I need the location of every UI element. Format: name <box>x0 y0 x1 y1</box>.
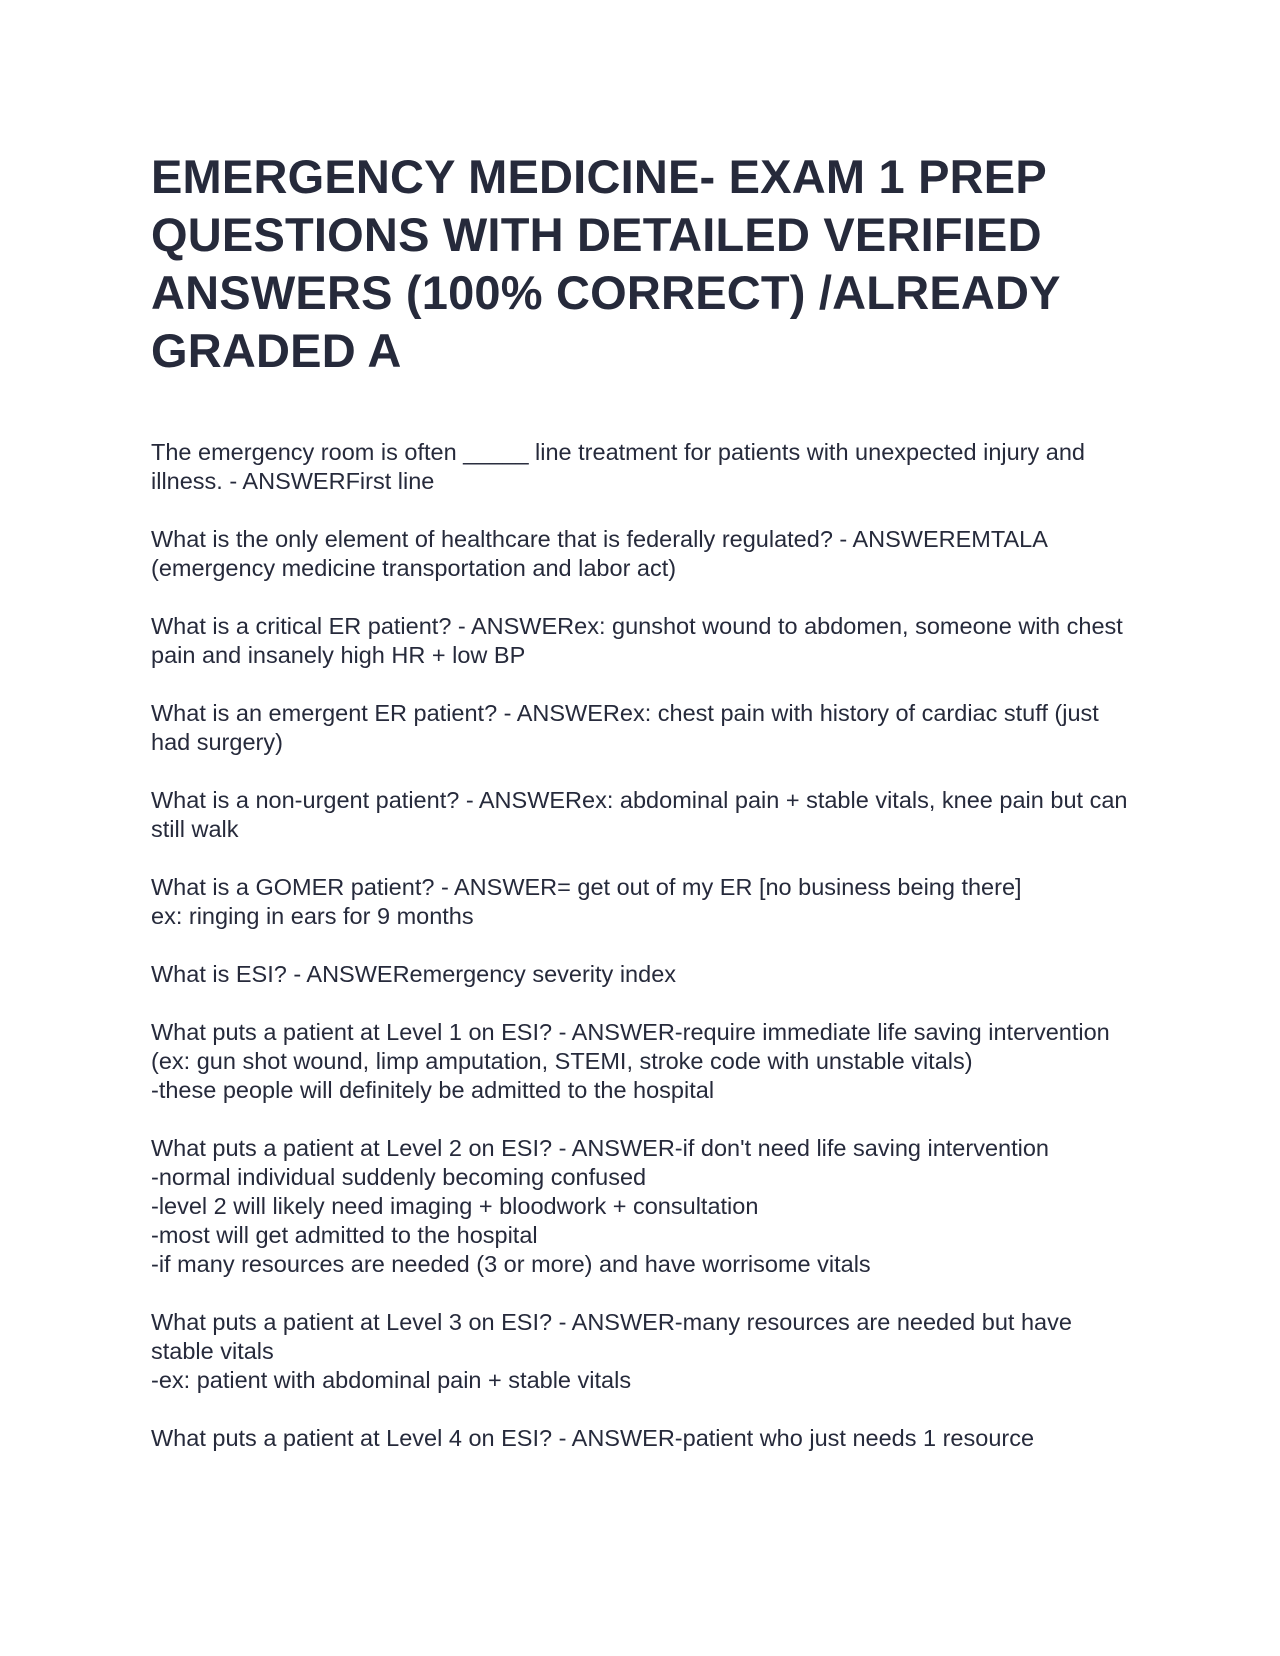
document-page <box>151 148 1141 1482</box>
qa-answer-detail: ex: ringing in ears for 9 months <box>151 903 474 929</box>
qa-item <box>151 1424 1141 1453</box>
qa-question-answer: What puts a patient at Level 4 on ESI? - ANSWER-patient who just needs 1 resource <box>151 1425 1035 1451</box>
qa-question-answer: What is a critical ER patient? - ANSWERex: gunshot wound to abdomen, someone with chest pain and insanely high HR + low BP <box>151 613 1130 668</box>
qa-question-answer: What puts a patient at Level 3 on ESI? - ANSWER-many resources are needed but have stable vitals <box>151 1309 1079 1364</box>
qa-item <box>151 1308 1141 1395</box>
qa-question-answer: What is an emergent ER patient? - ANSWERex: chest pain with history of cardiac stuff (just had surgery) <box>151 700 1106 755</box>
qa-item <box>151 786 1141 844</box>
qa-question-answer: What is the only element of healthcare that is federally regulated? - ANSWEREMTALA (emergency medicine transportation and labor act) <box>151 526 1054 581</box>
qa-question-answer: What puts a patient at Level 1 on ESI? - ANSWER-require immediate life saving intervention (ex: gun shot wound, limp amputation, STEMI, stroke code with unstable vitals) <box>151 1019 1117 1074</box>
qa-item <box>151 960 1141 989</box>
qa-answer-detail: -level 2 will likely need imaging + bloodwork + consultation <box>151 1193 759 1219</box>
qa-question-answer: What puts a patient at Level 2 on ESI? - ANSWER-if don't need life saving intervention <box>151 1135 1049 1161</box>
qa-item <box>151 1018 1141 1105</box>
qa-item <box>151 612 1141 670</box>
qa-question-answer: What is a GOMER patient? - ANSWER= get out of my ER [no business being there] <box>151 874 1022 900</box>
qa-answer-detail: -most will get admitted to the hospital <box>151 1222 538 1248</box>
qa-answer-detail: -ex: patient with abdominal pain + stable vitals <box>151 1367 632 1393</box>
qa-answer-detail: -if many resources are needed (3 or more) and have worrisome vitals <box>151 1251 871 1277</box>
qa-item <box>151 699 1141 757</box>
qa-item <box>151 873 1141 931</box>
qa-answer-detail: -these people will definitely be admitted to the hospital <box>151 1077 715 1103</box>
qa-item <box>151 1134 1141 1279</box>
qa-question-answer: What is a non-urgent patient? - ANSWERex: abdominal pain + stable vitals, knee pain but can still walk <box>151 787 1134 842</box>
qa-question-answer: What is ESI? - ANSWERemergency severity index <box>151 961 677 987</box>
qa-question-answer: The emergency room is often _____ line treatment for patients with unexpected injury and illness. - ANSWERFirst line <box>151 439 1092 494</box>
qa-answer-detail: -normal individual suddenly becoming confused <box>151 1164 647 1190</box>
qa-item <box>151 438 1141 496</box>
qa-list <box>151 438 1141 1453</box>
document-title: EMERGENCY MEDICINE- EXAM 1 PREP QUESTIONS WITH DETAILED VERIFIED ANSWERS (100% CORRECT) /ALREADY GRADED A <box>151 150 1060 377</box>
qa-item <box>151 525 1141 583</box>
